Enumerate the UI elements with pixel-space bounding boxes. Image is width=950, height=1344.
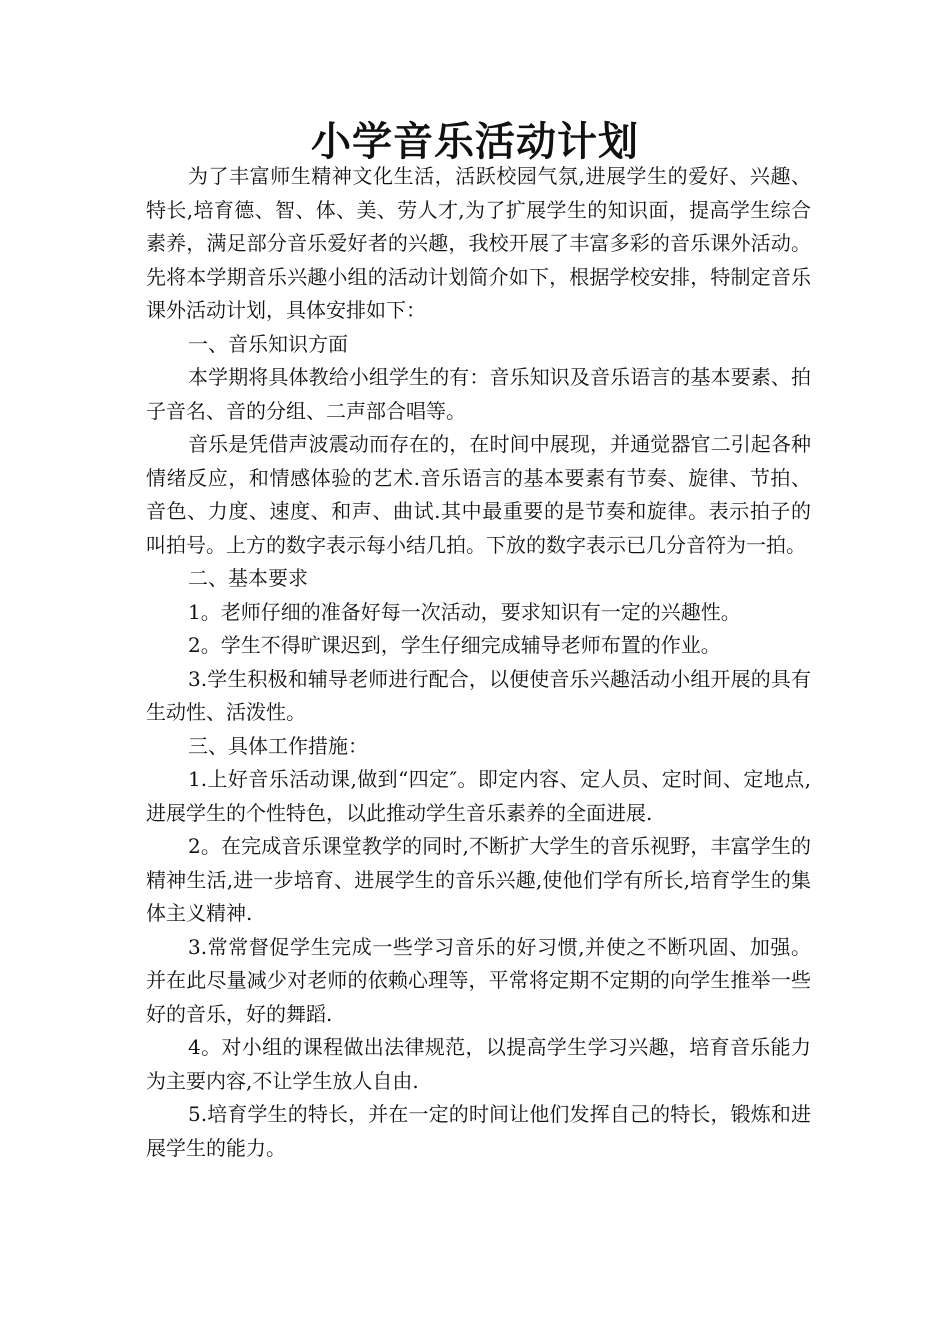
list-item: 3.常常督促学生完成一些学习音乐的好习惯,并使之不断巩固、加强。并在此尽量减少对老师的依赖心理等，平常将定期不定期的向学生推举一些好的音乐，好的舞蹈. bbox=[146, 934, 811, 1026]
list-item: 1。老师仔细的准备好每一次活动，要求知识有一定的兴趣性。 bbox=[188, 599, 741, 624]
list-item: 2。学生不得旷课迟到，学生仔细完成辅导老师布置的作业。 bbox=[188, 633, 721, 657]
list-item: 4。对小组的课程做出法律规范，以提高学生学习兴趣，培育音乐能力为主要内容,不让学生放人自由. bbox=[146, 1035, 811, 1093]
list-item: 1.上好音乐活动课,做到“四定″。即定内容、定人员、定时间、定地点,进展学生的个性特色，以此推动学生音乐素养的全面进展. bbox=[146, 767, 811, 825]
intro-paragraph: 为了丰富师生精神文化生活，活跃校园气氛,进展学生的爱好、兴趣、特长,培育德、智、体、美、劳人才,为了扩展学生的知识面，提高学生综合素养，满足部分音乐爱好者的兴趣，我校开展了丰富多彩的音乐课外活动。先将本学期音乐兴趣小组的活动计划简介如下，根据学校安排，特制定音乐课外活动计划，具体安排如下： bbox=[146, 164, 811, 322]
document-title: 小学音乐活动计划 bbox=[311, 118, 639, 165]
section-heading-work-measures: 三、具体工作措施： bbox=[188, 733, 368, 758]
list-item: 2。在完成音乐课堂教学的同时,不断扩大学生的音乐视野，丰富学生的精神生活,进一步培育、进展学生的音乐兴趣,使他们学有所长,培育学生的集体主义精神. bbox=[146, 834, 811, 925]
paragraph: 音乐是凭借声波震动而存在的，在时间中展现，并通觉器官二引起各种情绪反应，和情感体验的艺术.音乐语言的基本要素有节奏、旋律、节拍、音色、力度、速度、和声、曲试.其中最重要的是节奏和旋律。表示拍子的叫拍号。上方的数字表示每小结几拍。下放的数字表示已几分音符为一拍。 bbox=[146, 432, 811, 557]
section-heading-basic-requirements: 二、基本要求 bbox=[188, 566, 308, 590]
list-item: 5.培育学生的特长，并在一定的时间让他们发挥自己的特长，锻炼和进展学生的能力。 bbox=[146, 1102, 811, 1160]
document-body bbox=[146, 160, 811, 1165]
list-item: 3.学生积极和辅导老师进行配合，以便使音乐兴趣活动小组开展的具有生动性、活泼性。 bbox=[146, 666, 811, 724]
section-heading-music-knowledge: 一、音乐知识方面 bbox=[188, 331, 348, 356]
paragraph: 本学期将具体教给小组学生的有：音乐知识及音乐语言的基本要素、拍子音名、音的分组、二声部合唱等。 bbox=[146, 365, 811, 423]
